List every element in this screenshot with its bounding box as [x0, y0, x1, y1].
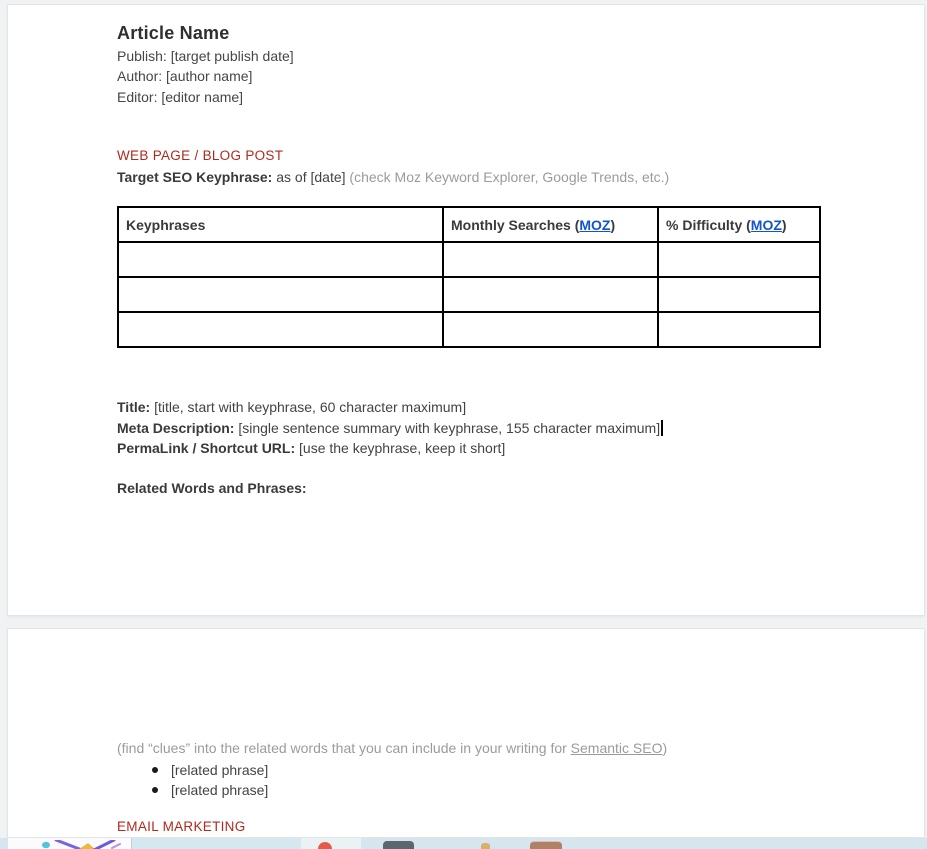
- column-header-difficulty: % Difficulty (MOZ): [658, 207, 820, 242]
- dark-gray-app-icon-partial[interactable]: [383, 841, 414, 849]
- title-field-value: [title, start with keyphrase, 60 character maximum]: [150, 399, 467, 415]
- title-field-label: Title:: [117, 399, 151, 415]
- title-field-line: [117, 399, 466, 415]
- meta-description-field-label: Meta Description:: [117, 420, 235, 436]
- red-app-icon-partial[interactable]: [318, 842, 332, 849]
- colorful-logo-thumbnail[interactable]: [8, 838, 132, 849]
- table-row: [118, 277, 820, 312]
- taskbar-segment: [131, 838, 301, 849]
- table-header-row: [118, 207, 820, 242]
- permalink-field-label: PermaLink / Shortcut URL:: [117, 440, 296, 456]
- table-cell[interactable]: [118, 312, 443, 347]
- meta-description-field-line: [117, 420, 663, 436]
- moz-link-monthly-searches[interactable]: MOZ: [579, 216, 611, 233]
- bullet-icon: [152, 787, 158, 793]
- tan-app-icon-partial[interactable]: [481, 843, 490, 849]
- editor-line: Editor: [editor name]: [117, 89, 244, 105]
- target-keyphrase-hint: (check Moz Keyword Explorer, Google Trends, etc.): [349, 169, 670, 185]
- table-cell[interactable]: [443, 312, 658, 347]
- related-phrase-text: [related phrase]: [171, 762, 269, 778]
- table-row: [118, 242, 820, 277]
- colorful-logo-icon: [8, 840, 132, 849]
- brown-app-icon-partial[interactable]: [530, 841, 562, 849]
- target-keyphrase-line: [117, 169, 669, 185]
- section-label-web-page: WEB PAGE / BLOG POST: [117, 148, 284, 163]
- table-cell[interactable]: [658, 277, 820, 312]
- table-cell[interactable]: [658, 312, 820, 347]
- table-cell[interactable]: [118, 277, 443, 312]
- related-words-heading: Related Words and Phrases:: [117, 480, 307, 496]
- column-header-monthly-searches: Monthly Searches (MOZ): [443, 207, 658, 242]
- permalink-field-line: [117, 440, 505, 456]
- article-title: Article Name: [117, 23, 230, 43]
- table-cell[interactable]: [658, 242, 820, 277]
- target-keyphrase-label: Target SEO Keyphrase:: [117, 169, 273, 185]
- taskbar[interactable]: [0, 838, 927, 849]
- document-page-2[interactable]: [7, 628, 925, 838]
- clue-line-prefix: (find “clues” into the related words that you can include in your writing for: [117, 740, 571, 756]
- clue-line-suffix: ): [662, 740, 668, 756]
- list-item: [150, 780, 268, 800]
- table-cell[interactable]: [443, 242, 658, 277]
- related-phrase-list: [150, 760, 268, 800]
- list-item: [150, 760, 268, 780]
- semantic-seo-clue-line: [117, 740, 667, 756]
- target-keyphrase-value: as of [date]: [272, 169, 350, 185]
- publish-line: Publish: [target publish date]: [117, 48, 294, 64]
- related-phrase-text: [related phrase]: [171, 782, 269, 798]
- semantic-seo-link[interactable]: Semantic SEO: [570, 740, 663, 756]
- moz-link-difficulty[interactable]: MOZ: [750, 216, 782, 233]
- section-label-email-marketing: EMAIL MARKETING: [117, 819, 246, 834]
- document-page-1[interactable]: [7, 4, 925, 616]
- meta-description-field-value: [single sentence summary with keyphrase, 155 character maximum]: [234, 420, 661, 436]
- author-line: Author: [author name]: [117, 68, 253, 84]
- text-cursor: [661, 420, 663, 436]
- permalink-field-value: [use the keyphrase, keep it short]: [295, 440, 506, 456]
- column-header-keyphrases: Keyphrases: [118, 207, 443, 242]
- table-cell[interactable]: [118, 242, 443, 277]
- bullet-icon: [152, 767, 158, 773]
- table-row: [118, 312, 820, 347]
- table-cell[interactable]: [443, 277, 658, 312]
- keyphrase-table: [117, 206, 821, 348]
